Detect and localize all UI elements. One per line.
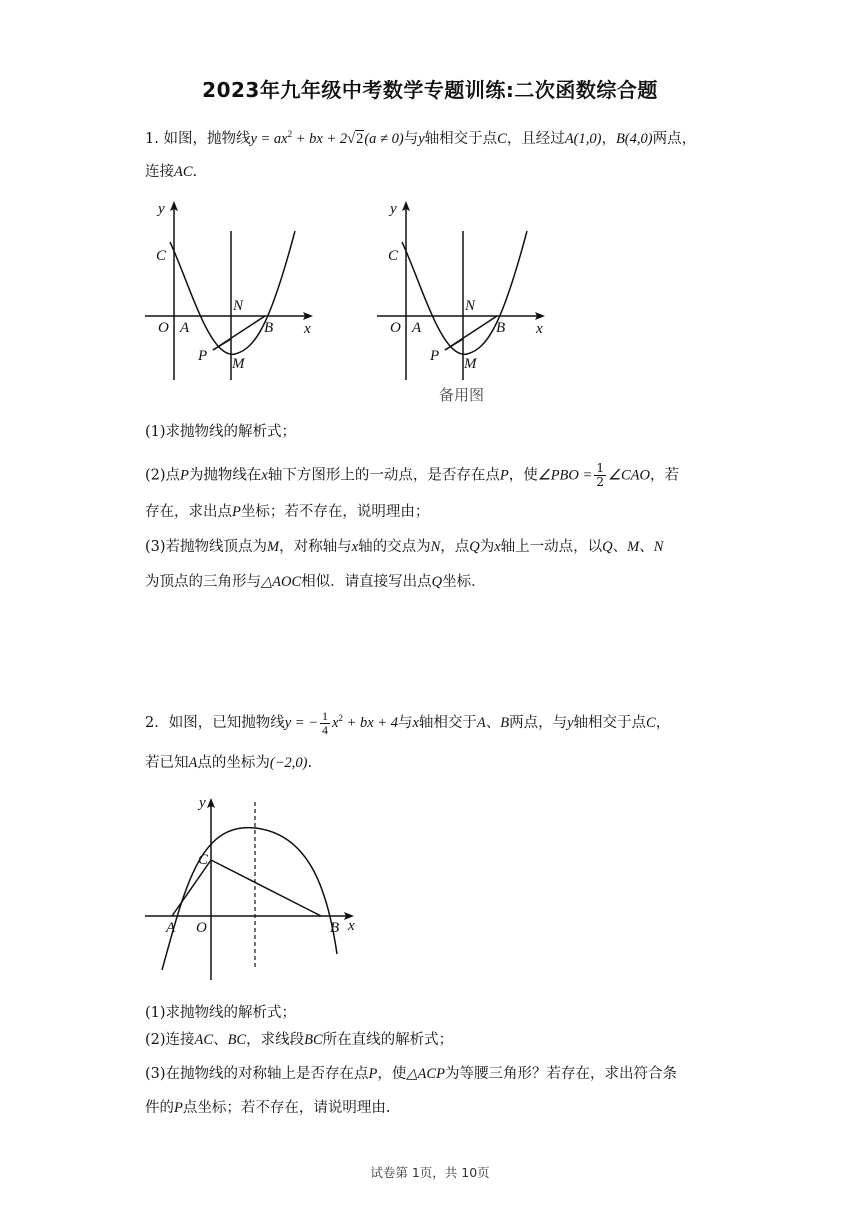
angle-expr: ∠PBO = — [537, 467, 593, 484]
q1-figure-backup — [372, 195, 552, 410]
var: M — [267, 539, 280, 555]
point-b-label: B — [330, 920, 340, 936]
triangle-expr: △ACP — [406, 1066, 445, 1082]
var: x — [412, 714, 419, 731]
var: M — [627, 539, 640, 555]
text: (2)连接 — [145, 1032, 195, 1048]
q1-var: AC — [174, 164, 193, 180]
q1-text: 与 — [403, 130, 419, 147]
point-c-label: C — [388, 248, 399, 264]
text: ，使 — [377, 1066, 407, 1082]
x-axis-label: x — [304, 321, 311, 337]
var: Q — [469, 539, 480, 555]
y-axis-label: y — [199, 795, 206, 811]
q1-var: C — [497, 130, 507, 147]
q1-sub2-line2 — [145, 502, 429, 522]
q2-sub1: (1)求抛物线的解析式； — [145, 1005, 297, 1021]
point-a-coordinate: (−2,0) — [269, 755, 308, 771]
x-axis-label: x — [348, 918, 355, 934]
var: BC — [227, 1032, 247, 1048]
q1-sub3-line1 — [145, 537, 663, 557]
text: 与 — [397, 714, 413, 731]
x-axis-label: x — [536, 321, 543, 337]
text: 为 — [479, 539, 495, 555]
q2-sub2 — [145, 1030, 453, 1050]
origin-label: O — [196, 920, 207, 936]
var: BC — [304, 1032, 323, 1048]
text: 、 — [612, 539, 628, 555]
point-c-label: C — [156, 248, 167, 264]
figure-caption: 备用图 — [439, 386, 485, 404]
text: 两点，与 — [509, 714, 568, 731]
text: (3)若抛物线顶点为 — [145, 539, 268, 555]
q1-figure-main — [140, 195, 320, 380]
triangle-expr: △AOC — [261, 574, 302, 590]
text: 轴相交于 — [418, 714, 477, 731]
q1-sub1: (1)求抛物线的解析式； — [145, 424, 297, 440]
text: 相似．请直接写出点 — [301, 574, 432, 590]
origin-label: O — [390, 320, 401, 336]
q2-sub3-line2 — [145, 1098, 390, 1118]
text: 轴相交于点 — [573, 714, 647, 731]
text: 轴下方图形上的一动点，是否存在点 — [267, 467, 500, 484]
var: x — [494, 539, 501, 555]
fraction-numerator: 1 — [596, 461, 604, 475]
text: 2．如图，已知抛物线 — [145, 714, 285, 731]
q1-text: 轴相交于点 — [424, 130, 498, 147]
var: x — [351, 539, 359, 555]
text: 、 — [485, 714, 501, 731]
q1-var: y — [418, 130, 425, 147]
page-title: 2023年九年级中考数学专题训练:二次函数综合题 — [202, 78, 658, 102]
text: 点的坐标为 — [197, 755, 270, 771]
q1-sub2-line1 — [145, 462, 679, 489]
text: ，求线段 — [246, 1032, 305, 1048]
var: AC — [194, 1032, 214, 1048]
q1-point-b: B(4,0) — [615, 130, 653, 147]
y-axis-label: y — [158, 201, 165, 217]
q2-stem-line2 — [145, 753, 312, 773]
q1-text: . — [192, 164, 198, 180]
text: 坐标；若不存在，说明理由； — [240, 504, 430, 520]
text: 、 — [639, 539, 654, 555]
fraction-denominator: 2 — [596, 475, 604, 489]
q2-stem-line1 — [145, 708, 670, 737]
var: P — [174, 1100, 183, 1116]
q1-text: 连接 — [145, 164, 174, 180]
var: A — [476, 714, 486, 731]
text: 所在直线的解析式； — [322, 1032, 454, 1048]
var: B — [500, 714, 510, 731]
q1-text: ，且经过 — [506, 130, 565, 147]
var: P — [232, 504, 241, 520]
text: 为抛物线在 — [188, 467, 262, 484]
text: 、 — [213, 1032, 228, 1048]
var: y — [567, 714, 574, 731]
point-n-label: N — [465, 298, 476, 314]
q1-point-a: A(1,0) — [564, 130, 602, 147]
var: P — [180, 467, 189, 484]
text: ， — [655, 714, 671, 731]
point-a-label: A — [180, 320, 190, 336]
q1-text: 两点， — [652, 130, 697, 147]
q2-equation: y = − $\frac{1}{4}$ $x^2$ + bx + 4 — [284, 709, 398, 737]
q2-sub3-line1 — [145, 1064, 677, 1084]
text: ，对称轴与 — [279, 539, 352, 555]
text: 轴的交点为 — [358, 539, 431, 555]
point-m-label: M — [232, 356, 245, 372]
point-b-label: B — [496, 320, 506, 336]
var: A — [188, 755, 198, 771]
var: C — [646, 714, 656, 731]
point-b-label: B — [264, 320, 274, 336]
point-a-label: A — [166, 920, 176, 936]
text: 件的 — [145, 1100, 174, 1116]
text: ，若 — [649, 467, 679, 484]
text: 点坐标；若不存在，请说明理由. — [182, 1100, 391, 1116]
point-n-label: N — [233, 298, 244, 314]
q1-text: ， — [601, 130, 616, 147]
point-p-label: P — [198, 348, 208, 364]
var: N — [430, 539, 441, 555]
text: . — [307, 755, 313, 771]
y-axis-label: y — [390, 201, 397, 217]
text: (3)在抛物线的对称轴上是否存在点 — [145, 1066, 369, 1082]
q1-stem-line1 — [145, 124, 696, 149]
var: N — [653, 539, 664, 555]
text: ，点 — [440, 539, 470, 555]
q1-text: 1. 如图，抛物线 — [145, 130, 251, 147]
point-m-label: M — [464, 356, 477, 372]
fraction-half — [594, 462, 606, 489]
var: Q — [431, 574, 443, 590]
text: 为等腰三角形？若存在，求出符合条 — [444, 1066, 677, 1082]
q1-sub3-line2 — [145, 572, 486, 592]
var: Q — [602, 539, 613, 555]
q2-figure — [140, 792, 370, 992]
text: (2)点 — [145, 467, 181, 484]
text: ，使 — [508, 467, 538, 484]
q1-stem-line2 — [145, 162, 197, 182]
var: P — [368, 1066, 378, 1082]
q1-equation: $y = ax^2$ + bx + 2√2(a ≠ 0) — [250, 129, 404, 147]
text: 轴上一动点，以 — [500, 539, 603, 555]
point-c-label: C — [198, 852, 209, 868]
text: 存在，求出点 — [145, 504, 232, 520]
page-footer: 试卷第 1页，共 10页 — [370, 1165, 490, 1180]
point-p-label: P — [430, 348, 440, 364]
origin-label: O — [158, 320, 169, 336]
var: x — [261, 467, 268, 484]
var: P — [499, 467, 509, 484]
point-a-label: A — [412, 320, 422, 336]
text: 若已知 — [145, 755, 189, 771]
angle-expr: ∠CAO — [607, 467, 650, 484]
text: 为顶点的三角形与 — [145, 574, 261, 590]
text: 坐标． — [442, 574, 486, 590]
